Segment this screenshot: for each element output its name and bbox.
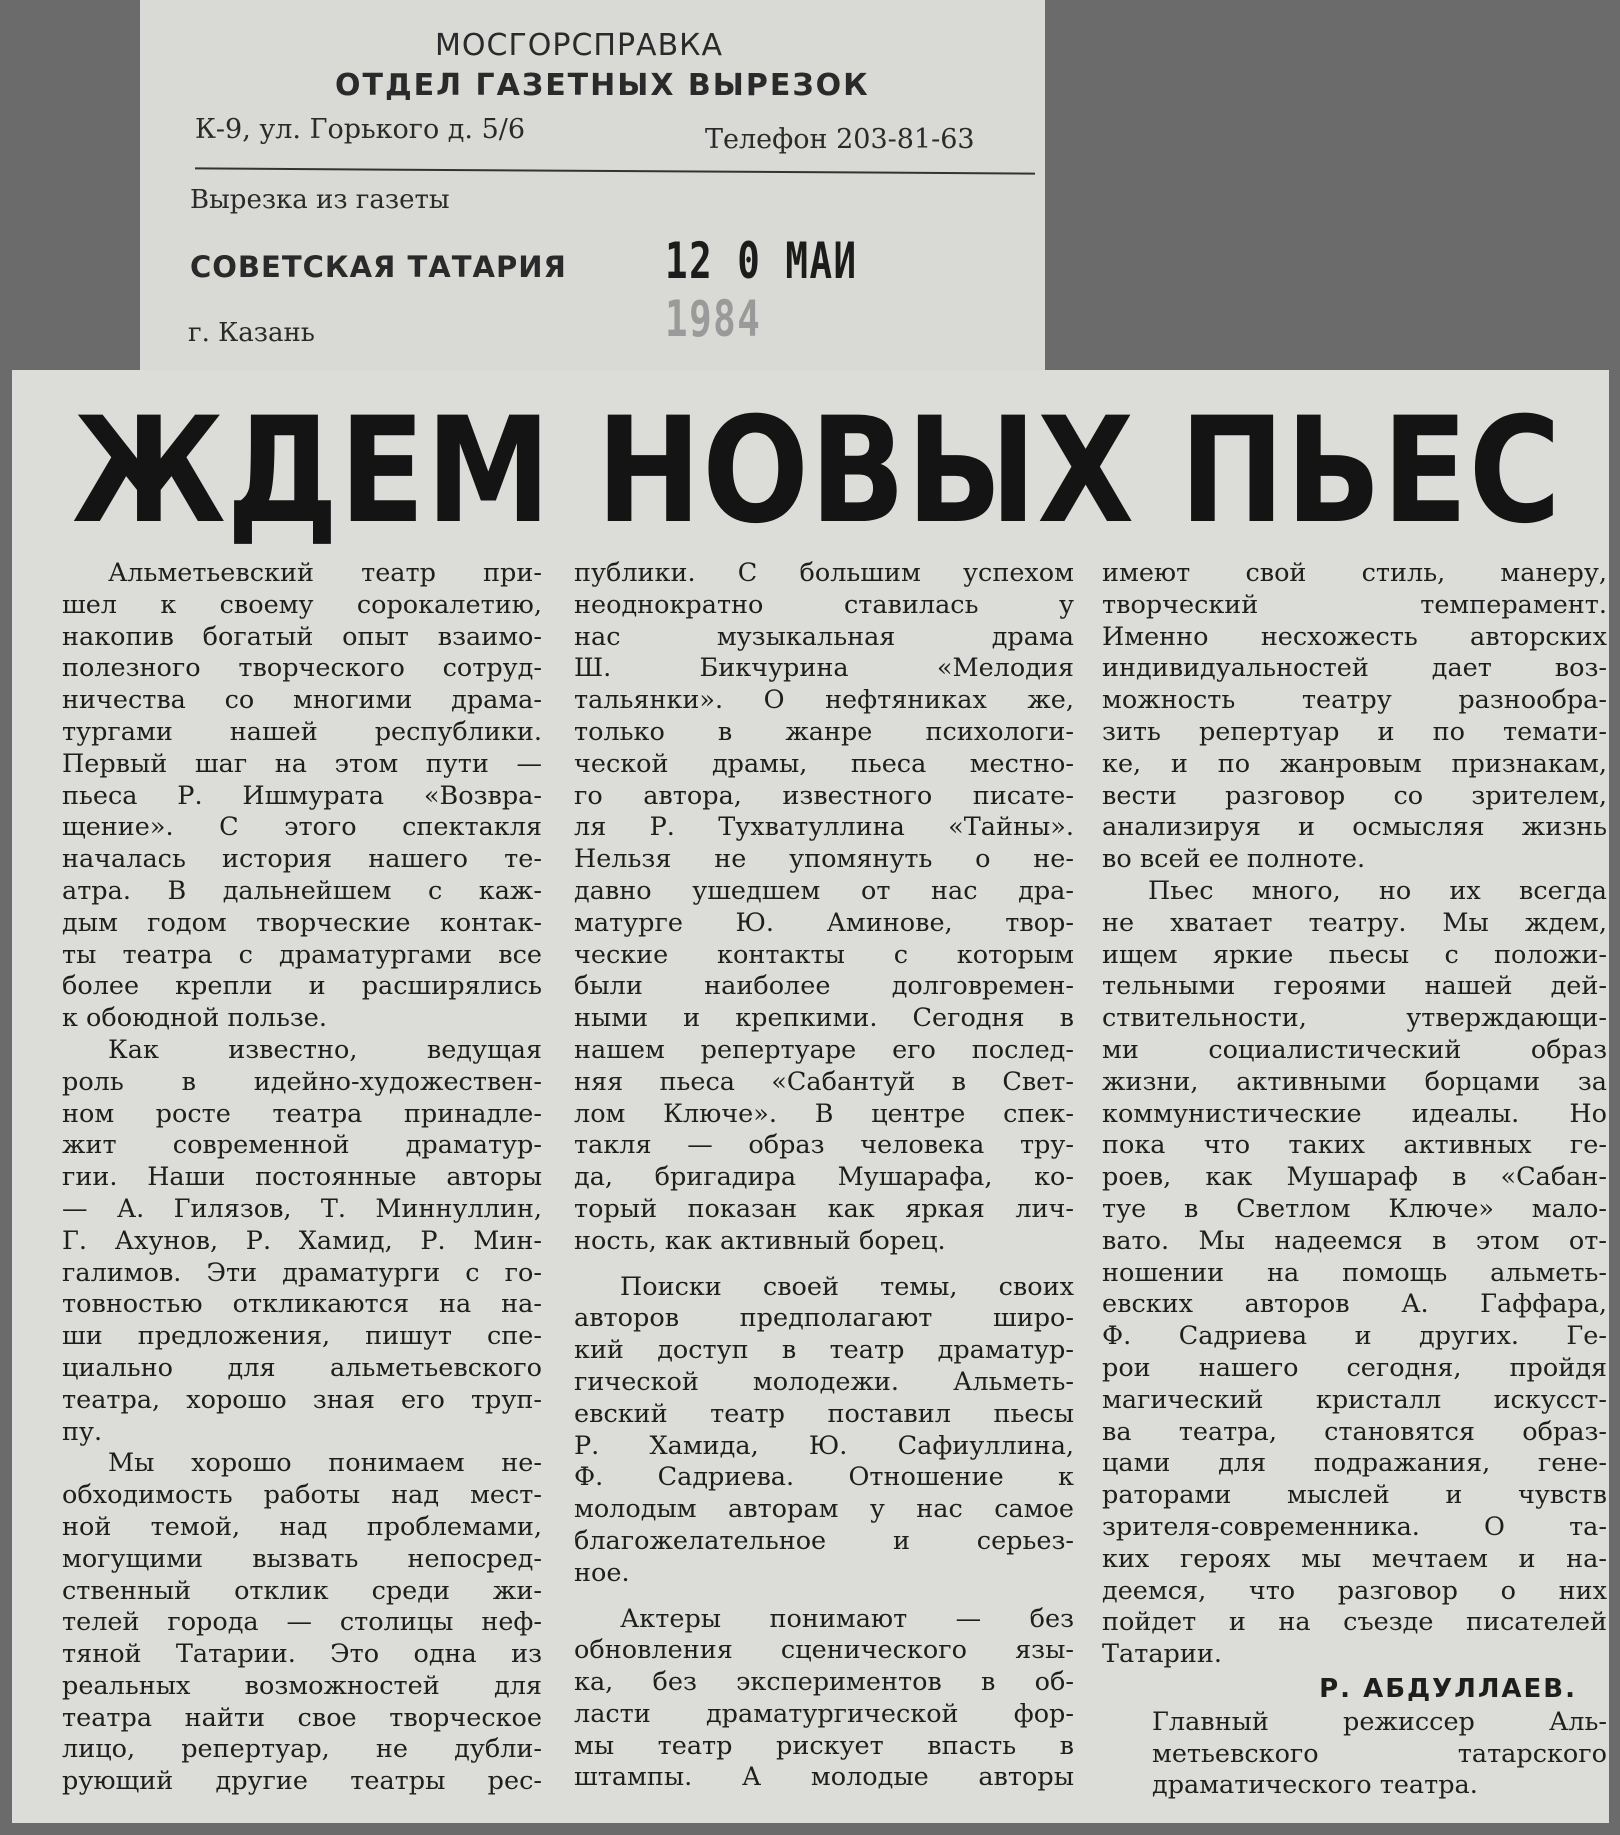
article-line: Альметьевский театр при- (108, 558, 542, 588)
article-line: Р. Хамида, Ю. Сафиуллина, (574, 1430, 1074, 1461)
header-divider (195, 167, 1035, 174)
city: г. Казань (188, 318, 315, 348)
article-line: обходимость работы над мест- (62, 1480, 542, 1511)
article-line: более крепли и расширялись (62, 971, 542, 1002)
article-line: имеют свой стиль, манеру, (1102, 558, 1607, 588)
article-line: рои нашего сегодня, пройдя (1102, 1352, 1607, 1383)
article-line: творческий темперамент. (1102, 589, 1607, 620)
article-line: давно ушедшем от нас дра- (574, 875, 1074, 906)
author-role-line: Главный режиссер Аль- (1152, 1706, 1607, 1737)
article-line: тальянки». О нефтяниках же, (574, 685, 1074, 716)
article-line: гии. Наши постоянные авторы (62, 1162, 542, 1193)
article-line: ственный отклик среди жи- (62, 1575, 542, 1606)
article-line: можность театру разнообра- (1102, 685, 1607, 716)
article-line: ласти драматургической фор- (574, 1698, 1074, 1729)
article-line: вато. Мы надеемся в этом от- (1102, 1225, 1607, 1256)
article-line: ческой драмы, пьеса местно- (574, 748, 1074, 779)
article-line: го автора, известного писате- (574, 780, 1074, 811)
article-line: анализируя и осмысляя жизнь (1102, 812, 1607, 843)
article-line: публики. С большим успехом (574, 558, 1074, 588)
article-line: Ф. Садриева. Отношение к (574, 1462, 1074, 1493)
article-line: лицо, репертуар, не дубли- (62, 1734, 542, 1765)
article-line: неоднократно ставилась у (574, 589, 1074, 620)
article-line: благожелательное и серьез- (574, 1525, 1074, 1556)
author-signature: Р. АБДУЛЛАЕВ. (1319, 1673, 1577, 1704)
article-line: товностью откликаются на на- (62, 1289, 542, 1320)
article-column-1 (62, 558, 542, 1798)
article-line: ши предложения, пишут спе- (62, 1321, 542, 1352)
article-line: дым годом творческие контак- (62, 907, 542, 938)
article-line: реальных возможностей для (62, 1670, 542, 1701)
article-line: индивидуальностей дает воз- (1102, 653, 1607, 684)
stamp-year: 1984 (665, 290, 762, 348)
article-column-2 (574, 558, 1074, 1794)
article-line: раторами мыслей и чувств (1102, 1480, 1607, 1511)
article-line: такля — образ человека тру- (574, 1130, 1074, 1161)
article-line: ка, без экспериментов в об- (574, 1667, 1074, 1698)
article-line: ном росте театра принадле- (62, 1098, 542, 1129)
article-line: туе в Светлом Ключе» мало- (1102, 1193, 1607, 1224)
article-line: нашем репертуаре его послед- (574, 1034, 1074, 1065)
article-line: Ш. Бикчурина «Мелодия (574, 653, 1074, 684)
article-line: молодым авторам у нас самое (574, 1494, 1074, 1525)
article-line: ля Р. Тухватуллина «Тайны». (574, 812, 1074, 843)
date-stamp (665, 232, 950, 348)
article-line: ких героях мы мечтаем и на- (1102, 1543, 1607, 1574)
article-line: атра. В дальнейшем с каж- (62, 875, 542, 906)
article-line: полезного творческого сотруд- (62, 653, 542, 684)
article-line: Татарии. (1102, 1639, 1222, 1670)
article-line: Пьес много, но их всегда (1148, 875, 1607, 906)
article-line: ничества со многими драма- (62, 685, 542, 716)
article-line: лом Ключе». В центре спек- (574, 1098, 1074, 1129)
article-line: Как известно, ведущая (108, 1034, 542, 1065)
article-line: тельными героями нашей дей- (1102, 971, 1607, 1002)
article-line: пойдет и на съезде писателей (1102, 1607, 1607, 1638)
article-line: накопив богатый опыт взаимо- (62, 621, 542, 652)
article-line: ке, и по жанровым признакам, (1102, 748, 1607, 779)
article-line: рующий другие театры рес- (62, 1766, 542, 1797)
article-line: ной темой, над проблемами, (62, 1511, 542, 1542)
article-line: могущими вызвать непосред- (62, 1543, 542, 1574)
article-line: театра, хорошо зная его труп- (62, 1384, 542, 1415)
article-line: театра найти свое творческое (62, 1702, 542, 1733)
article-line: началась история нашего те- (62, 844, 542, 875)
article-line: жизни, активными борцами за (1102, 1066, 1607, 1097)
article-line: коммунистические идеалы. Но (1102, 1098, 1607, 1129)
article-line: только в жанре психологи- (574, 716, 1074, 747)
article-line: пока что таких активных ге- (1102, 1130, 1607, 1161)
clipping-from-label: Вырезка из газеты (190, 185, 450, 215)
article-line: зрителя-современника. О та- (1102, 1511, 1607, 1542)
article-line: ными и крепкими. Сегодня в (574, 1003, 1074, 1034)
phone-number: Телефон 203-81-63 (705, 124, 975, 155)
article-line: тяной Татарии. Это одна из (62, 1639, 542, 1670)
article-line: ты театра с драматургами все (62, 939, 542, 970)
article-line: цами для подражания, гене- (1102, 1448, 1607, 1479)
article-line: Поиски своей темы, своих (620, 1271, 1074, 1302)
article-line: ствительности, утверждающи- (1102, 1003, 1607, 1034)
agency-name: МОСГОРСПРАВКА (435, 28, 723, 63)
article-line: жит современной драматур- (62, 1130, 542, 1161)
article-line: шел к своему сорокалетию, (62, 589, 542, 620)
stamp-date: 12 0 МАИ (665, 232, 858, 290)
article-line: ность, как активный борец. (574, 1225, 946, 1256)
article-line: были наиболее долговремен- (574, 971, 1074, 1002)
article-line: мы театр рискует впасть в (574, 1730, 1074, 1761)
article-line: тургами нашей республики. (62, 716, 542, 747)
article-line: роев, как Мушараф в «Сабан- (1102, 1162, 1607, 1193)
article-line: торый показан как яркая лич- (574, 1193, 1074, 1224)
article-line: галимов. Эти драматурги с го- (62, 1257, 542, 1288)
department-name: ОТДЕЛ ГАЗЕТНЫХ ВЫРЕЗОК (335, 68, 870, 103)
article-line: пу. (62, 1416, 103, 1447)
article-line: циально для альметьевского (62, 1352, 542, 1383)
article-line: вести разговор со зрителем, (1102, 780, 1607, 811)
article-line: ношении на помощь альметь- (1102, 1257, 1607, 1288)
article-line: обновления сценического язы- (574, 1635, 1074, 1666)
article-line: деемся, что разговор о них (1102, 1575, 1607, 1606)
headline: ЖДЕМ НОВЫХ ПЬЕС (72, 386, 1562, 556)
article-line: ва театра, становятся образ- (1102, 1416, 1607, 1447)
article-line: Г. Ахунов, Р. Хамид, Р. Мин- (62, 1225, 542, 1256)
article-line: Именно несхожесть авторских (1102, 621, 1607, 652)
article-line: штампы. А молодые авторы (574, 1762, 1074, 1793)
article-line: да, бригадира Мушарафа, ко- (574, 1162, 1074, 1193)
article-line: евских авторов А. Гаффара, (1102, 1289, 1607, 1320)
article-line: роль в идейно-художествен- (62, 1066, 542, 1097)
newspaper-clipping (12, 370, 1609, 1823)
article-line: няя пьеса «Сабантуй в Свет- (574, 1066, 1074, 1097)
article-line: Нельзя не упомянуть о не- (574, 844, 1074, 875)
article-line: не хватает театру. Мы ждем, (1102, 907, 1607, 938)
article-line: Первый шаг на этом пути — (62, 748, 542, 779)
article-line: телей города — столицы неф- (62, 1607, 542, 1638)
article-line: во всей ее полноте. (1102, 844, 1366, 875)
article-line: нас музыкальная драма (574, 621, 1074, 652)
article-line: евский театр поставил пьесы (574, 1398, 1074, 1429)
article-line: щение». С этого спектакля (62, 812, 542, 843)
article-line: Мы хорошо понимаем не- (108, 1448, 542, 1479)
article-line: матурге Ю. Аминове, твор- (574, 907, 1074, 938)
article-column-3 (1102, 558, 1607, 1802)
article-line: Ф. Садриева и других. Ге- (1102, 1321, 1607, 1352)
article-line: ное. (574, 1557, 630, 1588)
article-line: зить репертуар и по темати- (1102, 716, 1607, 747)
article-line: пьеса Р. Ишмурата «Возвра- (62, 780, 542, 811)
author-role-line: драматического театра. (1152, 1770, 1478, 1801)
newspaper-name: СОВЕТСКАЯ ТАТАРИЯ (190, 250, 567, 284)
author-role-line: метьевского татарского (1152, 1738, 1607, 1769)
article-line: кий доступ в театр драматур- (574, 1335, 1074, 1366)
article-line: магический кристалл искусст- (1102, 1384, 1607, 1415)
article-line: к обоюдной пользе. (62, 1003, 327, 1034)
address: К-9, ул. Горького д. 5/6 (195, 114, 526, 145)
article-line: — А. Гилязов, Т. Миннуллин, (62, 1193, 542, 1224)
article-line: ищем яркие пьесы с положи- (1102, 939, 1607, 970)
article-line: Актеры понимают — без (620, 1603, 1074, 1634)
clipping-service-stub (140, 0, 1045, 370)
article-line: гической молодежи. Альметь- (574, 1366, 1074, 1397)
article-line: ческие контакты с которым (574, 939, 1074, 970)
article-line: ми социалистический образ (1102, 1034, 1607, 1065)
article-line: авторов предполагают широ- (574, 1303, 1074, 1334)
